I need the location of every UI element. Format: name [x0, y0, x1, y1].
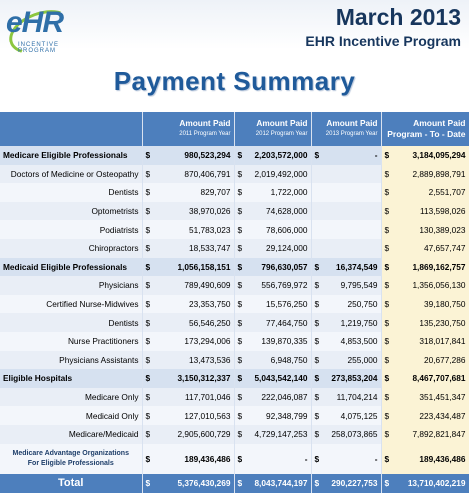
currency-symbol: $ [237, 317, 243, 328]
currency-symbol: $ [145, 150, 151, 161]
currency-symbol: $ [237, 187, 243, 198]
header-sub: 2011 Program Year [179, 131, 231, 137]
amount-cell [381, 332, 469, 351]
currency-symbol: $ [384, 410, 390, 421]
amount-cell [381, 474, 469, 493]
currency-symbol: $ [237, 453, 243, 464]
currency-symbol: $ [237, 206, 243, 217]
amount-value: 870,406,791 [184, 168, 231, 179]
amount-cell [311, 425, 381, 444]
amount-value: 556,769,972 [261, 280, 308, 291]
table-row [0, 183, 469, 202]
amount-value: 9,795,549 [340, 280, 378, 291]
report-month: March 2013 [335, 4, 461, 30]
amount-value: 51,783,023 [188, 224, 231, 235]
amount-value: 796,630,057 [261, 261, 308, 272]
amount-cell [142, 165, 234, 184]
header-main: Amount Paid [256, 118, 308, 128]
table-row [0, 276, 469, 295]
table-row [0, 202, 469, 221]
amount-value: 1,356,056,130 [412, 280, 466, 291]
currency-symbol: $ [237, 243, 243, 254]
table-row [0, 220, 469, 239]
amount-value: 18,533,747 [188, 243, 231, 254]
amount-cell [381, 313, 469, 332]
currency-symbol: $ [145, 224, 151, 235]
header-to-date [381, 112, 469, 146]
currency-symbol: $ [384, 243, 390, 254]
currency-symbol: $ [384, 373, 390, 384]
currency-symbol: $ [145, 280, 151, 291]
amount-cell [142, 369, 234, 388]
amount-value: 74,628,000 [265, 206, 308, 217]
amount-cell [311, 474, 381, 493]
row-label: Medicare Eligible Professionals [0, 146, 142, 165]
amount-cell [234, 444, 311, 474]
amount-value: 250,750 [347, 299, 378, 310]
currency-symbol: $ [384, 453, 390, 464]
table-row [0, 406, 469, 425]
amount-cell [311, 388, 381, 407]
amount-cell [234, 276, 311, 295]
currency-symbol: $ [384, 317, 390, 328]
currency-symbol: $ [314, 373, 320, 384]
amount-value: 92,348,799 [265, 410, 308, 421]
amount-cell [234, 202, 311, 221]
amount-cell [311, 369, 381, 388]
currency-symbol: $ [237, 354, 243, 365]
amount-value: 2,905,600,729 [177, 429, 231, 440]
amount-cell [381, 388, 469, 407]
header-main: Amount Paid [413, 118, 466, 128]
currency-symbol: $ [145, 410, 151, 421]
amount-value: 8,467,707,681 [412, 373, 466, 384]
amount-value: 135,230,750 [419, 317, 466, 328]
amount-value: 7,892,821,847 [412, 429, 466, 440]
row-label: Optometrists [0, 202, 142, 221]
header-banner [0, 0, 469, 110]
currency-symbol: $ [384, 336, 390, 347]
table-row [0, 239, 469, 258]
row-label: Podiatrists [0, 220, 142, 239]
logo-subtitle: INCENTIVE PROGRAM [18, 42, 60, 54]
amount-cell [234, 183, 311, 202]
amount-cell [234, 295, 311, 314]
amount-cell [142, 313, 234, 332]
currency-symbol: $ [314, 354, 320, 365]
amount-value: 1,056,158,151 [177, 261, 231, 272]
amount-value: 255,000 [347, 354, 378, 365]
row-label: Medicaid Eligible Professionals [0, 258, 142, 277]
currency-symbol: $ [314, 280, 320, 291]
header-main: Amount Paid [179, 118, 231, 128]
amount-value: 29,124,000 [265, 243, 308, 254]
amount-cell [311, 258, 381, 277]
amount-cell [142, 406, 234, 425]
currency-symbol: $ [314, 392, 320, 403]
header-2012 [234, 112, 311, 146]
amount-value: 5,376,430,269 [177, 478, 231, 488]
amount-cell [142, 388, 234, 407]
currency-symbol: $ [314, 453, 320, 464]
program-name: EHR Incentive Program [305, 33, 461, 49]
amount-cell [234, 474, 311, 493]
currency-symbol: $ [384, 150, 390, 161]
table-row [0, 351, 469, 370]
amount-cell [381, 276, 469, 295]
currency-symbol: $ [237, 224, 243, 235]
currency-symbol: $ [237, 478, 243, 488]
amount-value: 15,576,250 [265, 299, 308, 310]
currency-symbol: $ [145, 392, 151, 403]
amount-cell [311, 276, 381, 295]
amount-value: 829,707 [200, 187, 231, 198]
amount-value: 47,657,747 [423, 243, 466, 254]
amount-value: 78,606,000 [265, 224, 308, 235]
table-row [0, 425, 469, 444]
row-label: Dentists [0, 183, 142, 202]
amount-value: 1,869,162,757 [412, 261, 466, 272]
row-label: Medicaid Only [0, 406, 142, 425]
amount-cell [142, 146, 234, 165]
table-header-row [0, 112, 469, 146]
amount-cell [234, 369, 311, 388]
row-label [0, 444, 142, 474]
amount-cell [234, 406, 311, 425]
currency-symbol: $ [314, 150, 320, 161]
header-sub: 2013 Program Year [325, 131, 378, 137]
amount-cell [142, 474, 234, 493]
header-2013 [311, 112, 381, 146]
amount-value: 13,710,402,219 [407, 478, 466, 488]
currency-symbol: $ [145, 261, 151, 272]
currency-symbol: $ [314, 410, 320, 421]
amount-cell [381, 295, 469, 314]
currency-symbol: $ [145, 187, 151, 198]
amount-value: 3,150,312,337 [177, 373, 231, 384]
amount-value: 13,473,536 [188, 354, 231, 365]
amount-value: 127,010,563 [184, 410, 231, 421]
row-label: Dentists [0, 313, 142, 332]
amount-value: 139,870,335 [261, 336, 308, 347]
medicare-advantage-row [0, 444, 469, 474]
amount-value: 351,451,347 [419, 392, 466, 403]
amount-cell [234, 313, 311, 332]
logo-text: eHR [6, 6, 64, 39]
currency-symbol: $ [145, 478, 151, 488]
amount-cell [381, 165, 469, 184]
currency-symbol: $ [384, 392, 390, 403]
currency-symbol: $ [384, 429, 390, 440]
amount-cell [311, 202, 381, 221]
currency-symbol: $ [237, 261, 243, 272]
amount-value: 23,353,750 [188, 299, 231, 310]
amount-cell [142, 258, 234, 277]
table-row [0, 388, 469, 407]
currency-symbol: $ [384, 206, 390, 217]
amount-cell [381, 406, 469, 425]
amount-value: 2,019,492,000 [254, 168, 308, 179]
amount-cell [311, 313, 381, 332]
amount-value: 11,704,214 [336, 392, 378, 403]
row-label: Medicare/Medicaid [0, 425, 142, 444]
currency-symbol: $ [314, 299, 320, 310]
amount-value: 5,043,542,140 [254, 373, 308, 384]
category-row [0, 258, 469, 277]
amount-cell [311, 239, 381, 258]
row-label-line2: For Eligible Professionals [27, 459, 114, 467]
amount-cell [142, 425, 234, 444]
currency-symbol: $ [384, 168, 390, 179]
amount-cell [311, 146, 381, 165]
currency-symbol: $ [145, 453, 151, 464]
row-label: Medicare Only [0, 388, 142, 407]
row-label: Physicians [0, 276, 142, 295]
amount-cell [234, 146, 311, 165]
amount-cell [234, 351, 311, 370]
row-label: Chiropractors [0, 239, 142, 258]
amount-value: 4,075,125 [340, 410, 378, 421]
amount-cell [381, 351, 469, 370]
currency-symbol: $ [145, 168, 151, 179]
amount-cell [311, 295, 381, 314]
currency-symbol: $ [237, 429, 243, 440]
amount-cell [234, 388, 311, 407]
currency-symbol: $ [145, 299, 151, 310]
currency-symbol: $ [145, 373, 151, 384]
currency-symbol: $ [237, 410, 243, 421]
amount-cell [234, 258, 311, 277]
currency-symbol: $ [384, 261, 390, 272]
amount-value: 2,551,707 [428, 187, 466, 198]
currency-symbol: $ [384, 187, 390, 198]
amount-value: 38,970,026 [188, 206, 231, 217]
row-label: Eligible Hospitals [0, 369, 142, 388]
amount-value: 2,203,572,000 [254, 150, 308, 161]
row-label: Doctors of Medicine or Osteopathy [0, 165, 142, 184]
amount-cell [234, 220, 311, 239]
amount-cell [311, 183, 381, 202]
row-label: Certified Nurse-Midwives [0, 295, 142, 314]
amount-cell [381, 220, 469, 239]
category-row [0, 146, 469, 165]
amount-cell [142, 239, 234, 258]
amount-value: 56,546,250 [188, 317, 231, 328]
currency-symbol: $ [237, 392, 243, 403]
amount-cell [311, 332, 381, 351]
amount-cell [311, 165, 381, 184]
header-2011 [142, 112, 234, 146]
currency-symbol: $ [145, 317, 151, 328]
currency-symbol: $ [145, 336, 151, 347]
currency-symbol: $ [237, 299, 243, 310]
amount-cell [142, 332, 234, 351]
amount-cell [234, 425, 311, 444]
amount-cell [381, 369, 469, 388]
amount-cell [142, 444, 234, 474]
amount-cell [142, 351, 234, 370]
currency-symbol: $ [237, 168, 243, 179]
amount-value: 258,073,865 [331, 429, 378, 440]
currency-symbol: $ [384, 299, 390, 310]
row-label-line1: Medicare Advantage Organizations [12, 449, 129, 457]
amount-value: 4,853,500 [340, 336, 378, 347]
row-label: Physicians Assistants [0, 351, 142, 370]
ehr-logo [6, 6, 86, 54]
amount-value: 4,729,147,253 [254, 429, 308, 440]
amount-value: - [374, 150, 378, 161]
amount-cell [234, 239, 311, 258]
amount-value: - [374, 453, 378, 464]
currency-symbol: $ [237, 280, 243, 291]
currency-symbol: $ [314, 261, 320, 272]
currency-symbol: $ [145, 206, 151, 217]
currency-symbol: $ [384, 354, 390, 365]
amount-cell [142, 183, 234, 202]
amount-value: 222,046,087 [261, 392, 308, 403]
amount-cell [311, 406, 381, 425]
amount-value: 130,389,023 [419, 224, 466, 235]
amount-cell [381, 258, 469, 277]
amount-value: 318,017,841 [419, 336, 466, 347]
amount-value: 8,043,744,197 [254, 478, 308, 488]
table-row [0, 165, 469, 184]
amount-cell [381, 444, 469, 474]
header-main: Amount Paid [326, 118, 378, 128]
currency-symbol: $ [314, 478, 320, 488]
currency-symbol: $ [145, 243, 151, 254]
currency-symbol: $ [384, 224, 390, 235]
amount-value: 77,464,750 [265, 317, 308, 328]
amount-value: 173,294,006 [184, 336, 231, 347]
amount-value: - [304, 453, 308, 464]
amount-cell [311, 444, 381, 474]
amount-value: 189,436,486 [184, 453, 231, 464]
row-label: Nurse Practitioners [0, 332, 142, 351]
amount-cell [381, 183, 469, 202]
header-sub-bold: Program - To - Date [387, 129, 466, 139]
currency-symbol: $ [314, 429, 320, 440]
amount-value: 273,853,204 [331, 373, 378, 384]
currency-symbol: $ [145, 429, 151, 440]
table-row [0, 295, 469, 314]
table-row [0, 313, 469, 332]
amount-value: 3,184,095,294 [412, 150, 466, 161]
total-label: Total [0, 474, 142, 493]
amount-value: 290,227,753 [331, 478, 378, 488]
amount-value: 1,722,000 [270, 187, 308, 198]
payment-summary-table [0, 112, 469, 493]
page-title: Payment Summary [113, 66, 356, 96]
amount-value: 980,523,294 [184, 150, 231, 161]
amount-value: 789,490,609 [184, 280, 231, 291]
amount-value: 39,180,750 [423, 299, 466, 310]
currency-symbol: $ [237, 336, 243, 347]
currency-symbol: $ [237, 150, 243, 161]
currency-symbol: $ [237, 373, 243, 384]
amount-cell [142, 295, 234, 314]
total-row [0, 474, 469, 493]
header-sub: 2012 Program Year [255, 131, 308, 137]
amount-cell [311, 220, 381, 239]
amount-cell [381, 239, 469, 258]
amount-cell [381, 146, 469, 165]
header-blank [0, 112, 142, 146]
amount-value: 223,434,487 [419, 410, 466, 421]
amount-cell [142, 202, 234, 221]
currency-symbol: $ [314, 336, 320, 347]
amount-cell [142, 220, 234, 239]
amount-value: 6,948,750 [270, 354, 308, 365]
currency-symbol: $ [145, 354, 151, 365]
category-row [0, 369, 469, 388]
table-row [0, 332, 469, 351]
amount-cell [381, 202, 469, 221]
currency-symbol: $ [384, 280, 390, 291]
amount-value: 2,889,898,791 [412, 168, 466, 179]
amount-cell [234, 165, 311, 184]
amount-value: 113,598,026 [419, 206, 466, 217]
amount-value: 189,436,486 [419, 453, 466, 464]
amount-cell [381, 425, 469, 444]
amount-cell [311, 351, 381, 370]
currency-symbol: $ [314, 317, 320, 328]
amount-value: 16,374,549 [335, 261, 378, 272]
amount-cell [234, 332, 311, 351]
currency-symbol: $ [384, 478, 390, 488]
amount-value: 117,701,046 [184, 392, 231, 403]
amount-cell [142, 276, 234, 295]
amount-value: 1,219,750 [340, 317, 378, 328]
amount-value: 20,677,286 [423, 354, 466, 365]
